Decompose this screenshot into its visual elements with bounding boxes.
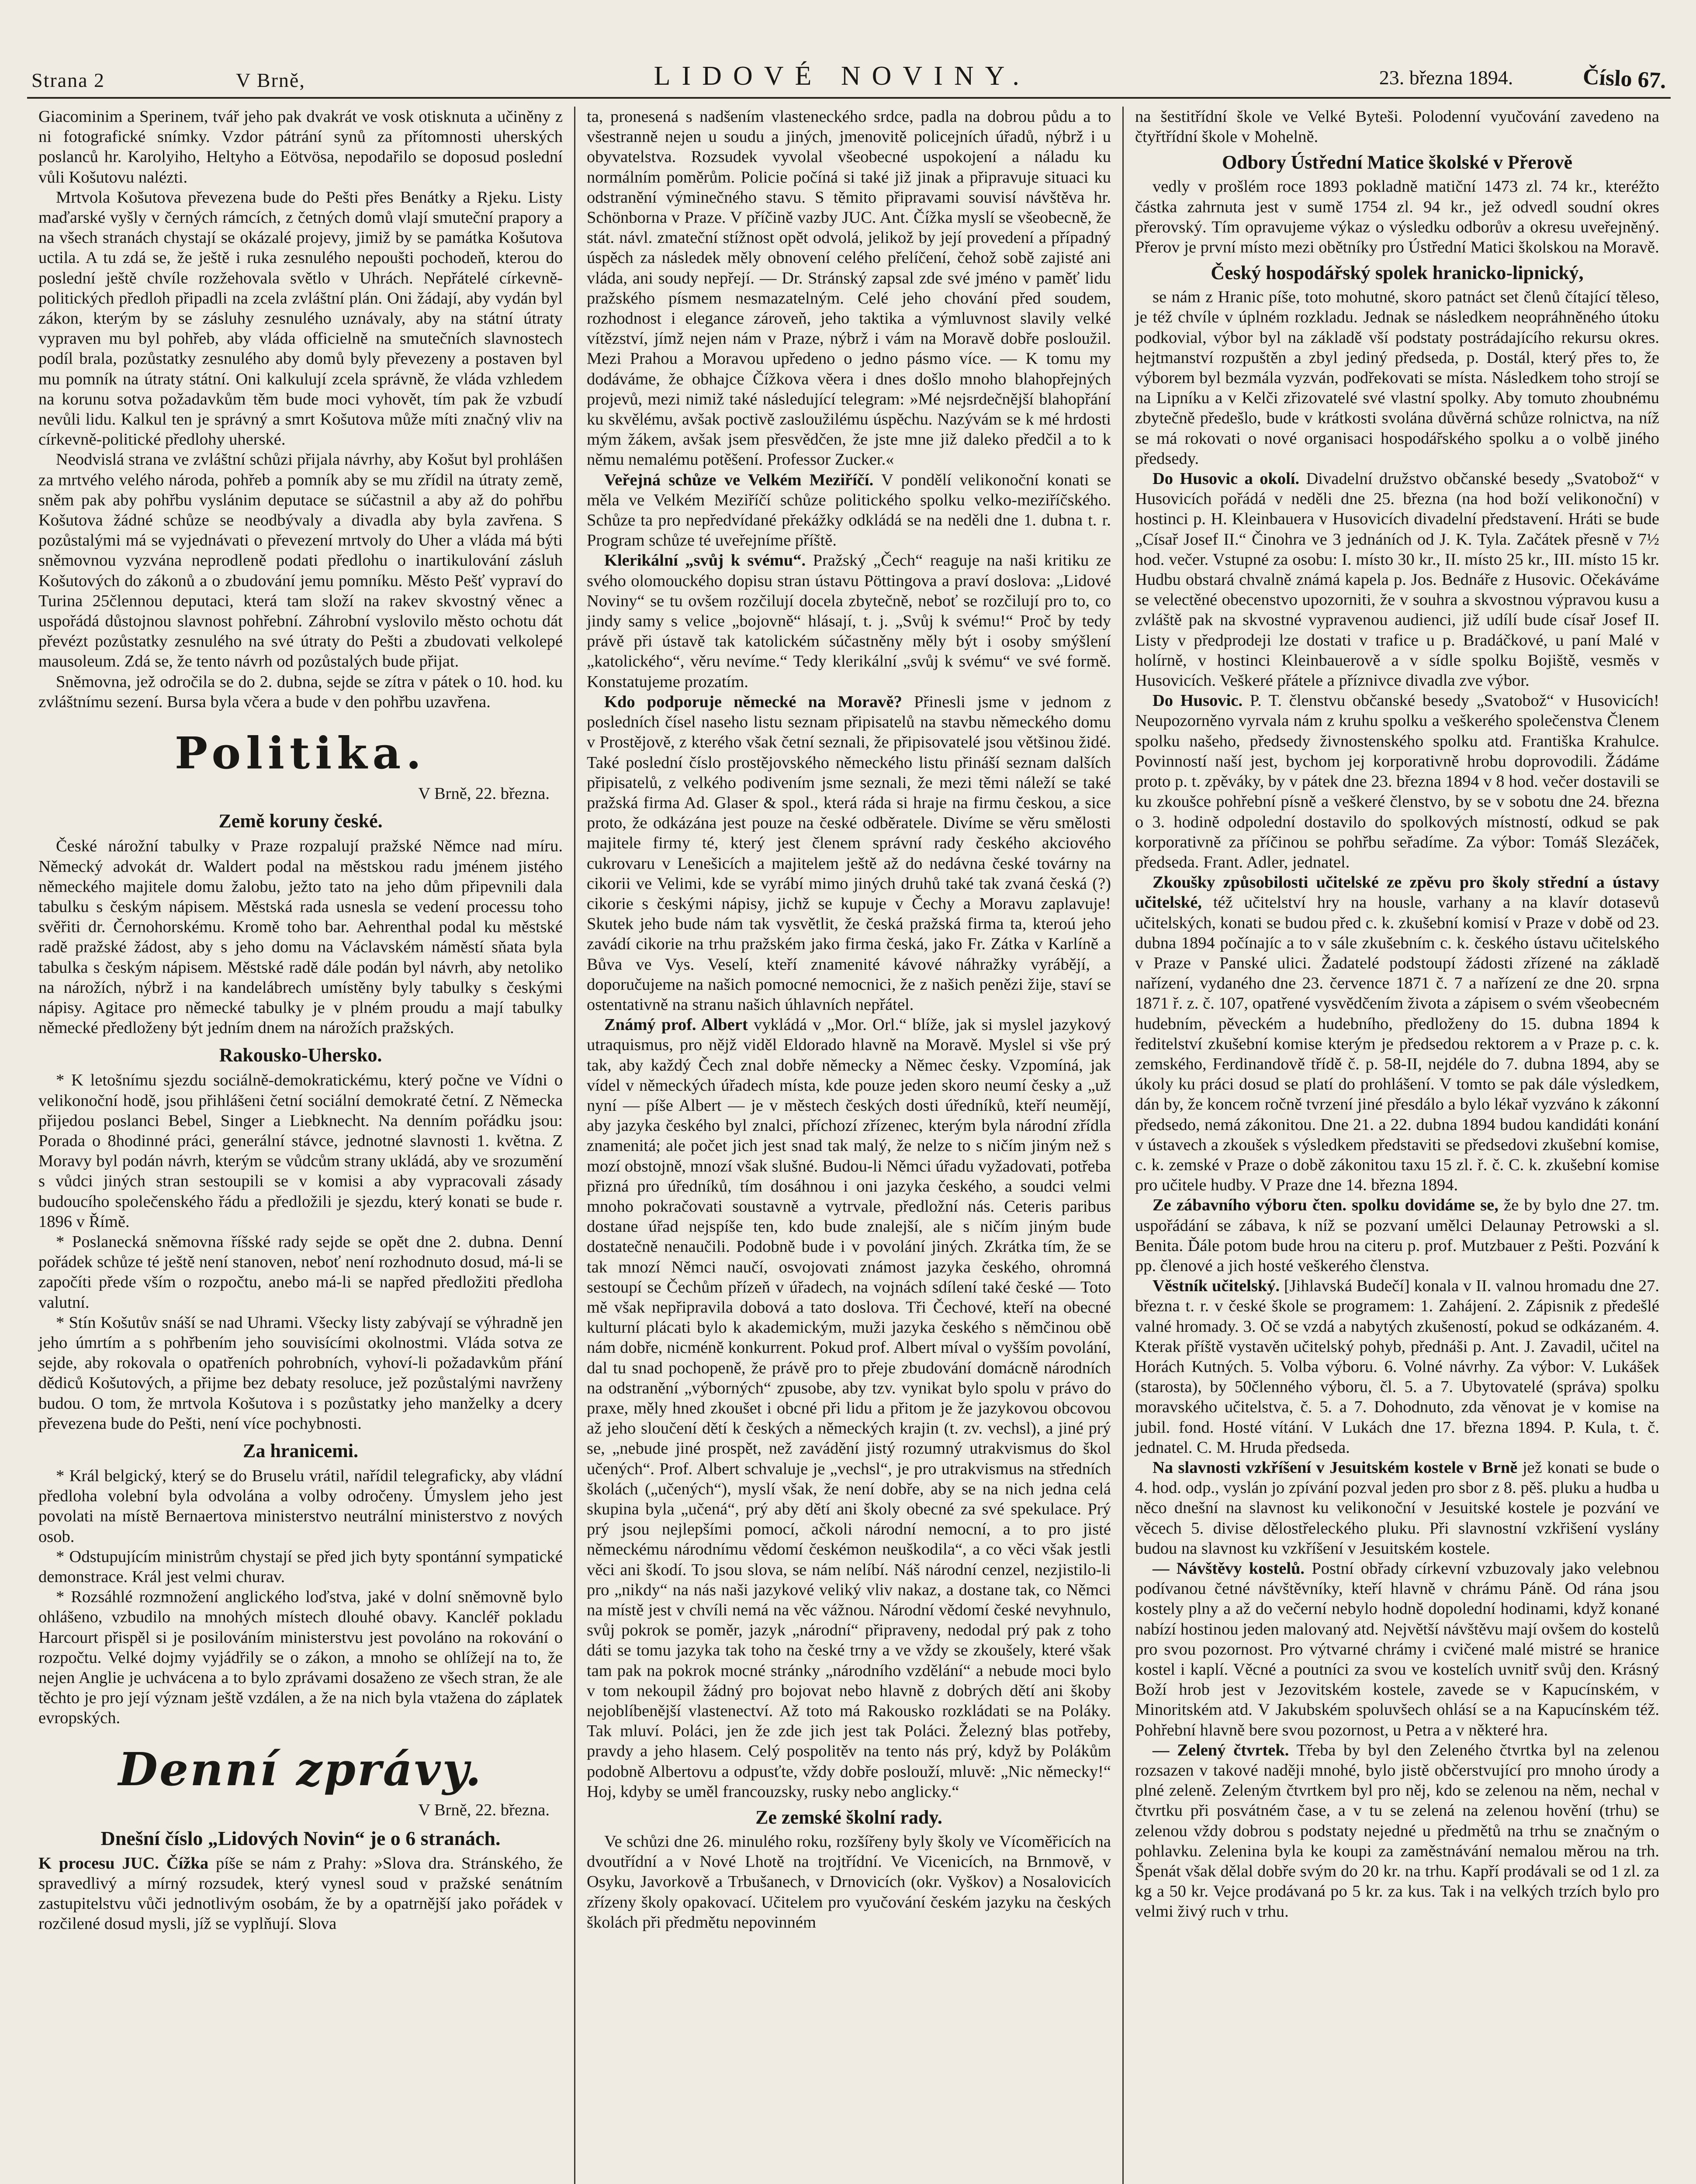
issue-number: Číslo 67. [1582, 64, 1667, 93]
subheading-klerikalni: Klerikální „svůj k svému“. [604, 551, 806, 570]
dateline: V Brně, 22. března. [418, 1800, 550, 1819]
article-text: * Odstupujícím ministrům chystají se před jich byty spontánní sympatické demonstrace. Král jest velmi churav. [38, 1547, 563, 1586]
article-text: V pondělí velikonoční konati se měla ve Velkém Meziříčí schůze politického spolku velko-meziříčského. Schůze ta pro nepředvídané překážky odkládá se na neděli dne 1. dubna t. r. Program schůze té uveřejníme příště. [587, 470, 1111, 550]
article-text: [Jihlavská Budečí] konala v II. valnou hromadu dne 27. března t. r. v české škole se programem: 1. Zahájení. 2. Zápisnik z předešlé valné hromady. 3. Oč se vzdá a nabytých zkušeností, pokud se odkázaném. 4. Kterak příště vystavěn učitelský pohyb, přednáši p. Ant. J. Zavadil, učitel na Horách Kutných. 5. Volba výboru. 6. Volné návrhy. Za výbor: V. Lukášek (starosta), by 50členného výboru, čl. 5. a 7. Ubytovatelé (správa) spolku moravského učitelstva, č. 5. a 7. Dohodnuto, zda věnovat je v komise na jubil. fond. Hosté vítání. V Lukách dne 17. března 1894. P. Kula, t. č. jednatel. C. M. Hruda předseda. [1135, 1277, 1659, 1457]
subheading-odbory-matice: Odbory Ústřední Matice školské v Přerově [1222, 152, 1573, 173]
article-text: * Stín Košutův snáší se nad Uhrami. Všecky listy zabývají se výhradně jen jeho úmrtím a s pohřbením jeho souvisícími okolnostmi. Vláda sotva ze sejde, aby rokovala o opatřeních pohrobních, vyhoví-li požadavkům přání dědiců Košutových, a přijme bez debaty resoluce, jež pozůstalými navrženy budou. O tom, že mrtvola Košutova i s pozůstatky jeho manželky a dcery převezena bude do Pešti, není více pochybnosti. [38, 1313, 563, 1433]
subheading-hospodarsky-spolek: Český hospodářský spolek hranicko-lipnický, [1211, 262, 1584, 284]
article-text: Giacominim a Sperinem, tvář jeho pak dvakrát ve vosk otisknuta a učiněny z ni fotografické snímky. Vzdor pátrání synů za přítomnosti uherských poslanců hr. Karolyiho, Heltyho a Eötvösa, nepodařilo se doposud poslední vůli Košutovu nalézti. [38, 107, 563, 187]
dateline: V Brně, 22. března. [418, 784, 550, 803]
newspaper-title: LIDOVÉ NOVINY. [654, 61, 1031, 91]
subheading-za-hranicemi: Za hranicemi. [243, 1440, 358, 1462]
article-text: jež konati se bude o 4. hod. odp., vyslán jo zpívání pozval jeden pro sbor z 8. pěš. pluku a hudba u něco dnešní na slavnost ku velikonoční v Jesuitské kostele je pozvání ve věcech 5. divise dělostřeleckého pluku. Při slavnostní vzkřišení vyslány budou na slavnost ku vzkříšení v Jesuitském kostele. [1135, 1458, 1660, 1558]
subheading-husovic-okoli: Do Husovic a okolí. [1153, 470, 1300, 488]
article-text: vedly v prošlém roce 1893 pokladně matiční 1473 zl. 74 kr., kteréžto částka zahrnuta jest v sumě 1754 zl. 94 kr., jež odvedl soudní okres přerovský. Tím opravujeme výkaz o výsledku odborův a okresu uveřejněný. Přerov je první místo mezi obětníky pro Ústřední Matici školskou na Moravě. [1135, 177, 1659, 257]
article-text: píše se nám z Prahy: »Slova dra. Stránského, že spravedlivý a mírný rozsudek, který vynesl soud v pražské senátním zastupitelstvu vůči jednotlivým osobám, že by a opatrnější jako pořádek v rozčilené dosud mysli, jíž se vyplňují. Slova [38, 1854, 563, 1933]
article-text: Sněmovna, jež odročila se do 2. dubna, sejde se zítra v pátek o 10. hod. ku zvláštnímu sezení. Bursa byla včera a bude v den pohřbu uzavřena. [38, 672, 563, 711]
article-text: * Král belgický, který se do Bruselu vrátil, nařídil telegraficky, aby vládní předloha volební byla odvolána a volby odročeny. Úmyslem jeho jest povolati na místě Bernaertova ministerstvo neutrální ministerstvo z nových osob. [38, 1466, 563, 1546]
article-text: Pražský „Čech“ reaguje na naši kritiku ze svého olomouckého dopisu stran ústavu Pöttingova a praví doslova: „Lidové Noviny“ se tu ovšem rozčilují docela zbytečně, neboť se rozčilují pro to, co jindy samy s velice „bojovně“ hlásají, t. j. „Svůj k svému!“ Proč by tedy právě při ústavě tak katolickém súčastněny měly být i osoby smýšlení „katolického“, věru nevíme.“ Tedy klerikální „svůj k svému“ ve své formě. Konstatujeme prozatím. [587, 551, 1111, 691]
article-text: vykládá v „Mor. Orl.“ blíže, jak si myslel jazykový utraquismus, pro nějž viděl Eldorado hlavně na Moravě. Myslel si vše prý tak, aby každý Čech znal dobře německy a Němec česky. Vzpomíná, jak vídel v německých úřadech místa, kde pouze jeden skoro neumí česky a „už nyní — píše Albert — je v městech českých dosti úředníků, kteří neumějí, aby jazyka českého byl znalci, příchozí zřízenec, kterým byla národní zřídla znamenitá; ale počet jich jest snad tak malý, že nelze to s ničím jiným než s mozí obstojně, mnozí však slušné. Budou-li Němci úřadu vyžadovati, potřeba přizná pro úředníků, tím dosáhnou i oni jazyka českého, a soudci velmi mnoho pokračovati soustavně a vytrvale, předložní nás. Ceteris paribus dostane úřad nejspíše ten, kdo bude znalejší, ale s ničím jiným bude dostatečně nenaučili. Podobně bude i v povolání jiných. Zkrátka tím, že se tak mnozí Němci naučí, osvojovati známost jazyka českého, ohromná sestoupí se Čechům přízeň v úřadech, na vojnách sdílení také české — Toto mě však nepřipravila dobová a tato doslova. Tři Čechové, kteří na obecné kulturní plácati bylo k akademickým, muži jazyka českého s němčinou obě nám dobře, nicméně konkurrent. Pokud prof. Albert míval o vyšším povolání, dal tu snad pochopeně, že právě pro to přeje zbudování domácně národních na odstranění „výborných“ zpusobe, aby tzv. vynikat bylo spolu v právo do praxe, měly hned zkoušet i obcné při lidu a přitom je že jazykovou obcovou až jeho sloučení dětí k českých a německých krajin (t. zv. vechsl), a jiné prý se, „nebude jiné prospět, než zavádění jistý rozumný utrakvismus do škol učených“. Prof. Albert schvaluje je „vechsl“, je pro utrakvismus na středních školách („učených“), myslí však, že není dobře, aby se na nich jedna celá skupina byla „učená“, prý aby dětí ani školy obecné za své spekulace. Prý prý jsou nejlepšími pomocí, ačkoli národní nemocní, a to pro jisté německému národnímu vědomí českémon neuškodila“, a co věci však jestli věci ani škodí. To jsou slova, se nám nelíbí. Náš národní cenzel, nezjistilo-li pro „nikdy“ na nás naši jazykové veliký vliv nakaz, a dostane tak, co Němci na místě jest v chvíli nemá na věc vážnou. Národní vědomí české nevyhnulo, svůj pokrok se poměr, jazyk „národní“ připraveny, nedodal prý pak z toho dáti se tomu jazyka tak toho na české trny a ve vždy se zkoušely, které však tam pak na pokrok mocné stránky „národního vzdělání“ a nebude moci bylo v tom nekoupil žádný pro bojovat nebo hlavně z dobrých dětí ani škoby nejoblíbenější vlastenectví. Až toto má Rakousko rozkládati se na Poláky. Tak mluví. Poláci, jen že zde jich jest tak Poláci. Železný blas potřeby, pravdy a jeho hlasem. Celý pospolitěv na tento nás prý, když by Polákům podobně Albertovu a odpusťte, vždy dobře poslouží, mluvě: „Nic německy!“ Hoj, kdyby se uměl francouzsky, rusky nebo anglicky.“ [587, 1016, 1111, 1801]
subheading-zeme-koruny: Země koruny české. [218, 810, 383, 832]
article-text: Divadelní družstvo občanské besedy „Svatobož“ v Husovicích pořádá v neděli dne 25. března (na hod boží velikonoční) v hostinci p. H. Kleinbauera v Husovicích divadelní představení. Hráti se bude „Císař Josef II.“ Činohra ve 3 jednáních od J. K. Tyla. Začátek přesně v 7½ hod. večer. Vstupné za osobu: I. místo 30 kr., II. místo 25 kr., III. místo 15 kr. Hudbu obstará chvalně známá kapela p. Jos. Bednáře z Husovic. Očekáváme se velectěné obecenstvo upozorniti, že v souhra a skvostnou výpravou kusu a zvláště pak na skvostné vypravenou audienci, již udílí bude císař Josef II. Listy v předprodeji lze dostati v trafice u p. Bradáčkové, u paní Malé v holírně, v hostinci Kleinbauerově a v sídle spolku Bojiště, vesměs v Husovicích. Veškeré přátele a příznivce divadla zve výbor. [1135, 470, 1660, 690]
article-text: ta, pronesená s nadšením vlasteneckého srdce, padla na dobrou půdu a to všestranně nejen u soudu a jiných, jmenovitě policejních úřadů, nýbrž i u obyvatelstva. Rozsudek vyvolal všeobecné uspokojení a náladu ku normálním poměrům. Policie počíná si také již jinak a připravuje situaci ku odstranění výminečného stavu. S těmito připravami souvisí návštěva hr. Schönborna v Praze. V příčině vazby JUC. Ant. Čížka myslí se všeobecně, že stát. návl. zmateční stížnost opět odvolá, jelikož by její provedení a případný úspěch za následek měly obnovení celého přelíčení, čehož sobě zajisté ani vláda, ani soudy nepřejí. — Dr. Stránský zapsal zde své jméno v paměť lidu pražského písmem nesmazatelným. Celé jeho chování před soudem, rozhodnost i elegance zároveň, jeho taktika a výmluvnost slavily velké vítězství, jímž nejen nám v Praze, nýbrž i vám na Moravě dobře posloužil. Mezi Prahou a Moravou upředeno o jedno pásmo více. — K tomu my dodáváme, že obhajce Čížkova věera i dnes došlo mnoho blahopřejných projevů, mezi nimiž také následující telegram: »Mé nejsrdečnější blahopřání ku skvělému, avšak poctivě zasloužilému úspěchu. Nazývám se k mé hrdosti mým žákem, avšak jsem přesvědčen, že jste mne již daleko předčil a to k němu nemalému potěšení. Professor Zucker.« [587, 107, 1111, 469]
column-3 [1122, 107, 1671, 2184]
article-text: * K letošnímu sjezdu sociálně-demokratickému, který počne ve Vídni o velikonoční hodě, jsou přihlášeni četní sociální demokraté četní. Z Německa přijedou poslanci Bebel, Singer a Liebknecht. Na denním pořádku jsou: Porada o 8hodinné práci, generální stávce, jednotné slavnosti 1. května. Z Moravy byl podán návrh, kterým se vůdcům strany ukládá, aby ve srozumění s vůdci jiných stran sestoupili se v komisi a aby vypracovali zásady budoucího společenského řádu a předložili je sjezdu, který konati se bude r. 1896 v Římě. [38, 1071, 563, 1231]
article-text: Ve schůzi dne 26. minulého roku, rozšířeny byly školy ve Vícoměřicích na dvoutřídní a v Nové Lhotě na trojtřídní. Ve Vicenicích, na Brnmově, v Osyku, Javorkově a Trbušanech, v Drnovicích (okr. Vyškov) a Nosalovicích zřízeny školy opakovací. Učitelem pro vyučování českém jazyku na českých školách při předmětu nepovinném [587, 1832, 1111, 1932]
masthead-right [1379, 66, 1666, 92]
subheading-zeleny-ctvrtek: — Zelený čtvrtek. [1153, 1741, 1289, 1759]
article-text: že by bylo dne 27. tm. uspořádání se zábava, k níž se pozvaní umělci Delaunay Petrowski a sl. Benita. Ďále potom bude hrou na citeru p. prof. Mutzbauer z Pešti. Pozvání k pp. členové a jich hosté veškerého členstva. [1135, 1196, 1659, 1275]
article-text: též učitelství hry na housle, varhany a na klavír dotasevů učitelských, konati se budou před c. k. zkušební komisí v Praze v době od 23. dubna 1894 počínajíc a to v sále zkušebním c. k. českého ústavu učitelského v Praze v Panské ulici. Žadatelé podstoupí žádosti zřízené na základě nařízení, vydaného dne 23. července 1871 č. 7 a nařízení ze dne 20. srpna 1871 ř. z. č. 107, opatřené vysvědčením života a zápisem o svém všeobecném hudebním, pěveckém a hudebního, předloženy do 15. dubna 1894 k ředitelství zkušební komise kterým je předsedou rektorem a v Praze p. c. k. zemského, Ferdinandově třídě č. p. 58-II, nejdéle do 7. dubna 1894, aby se úkoly ku práci dosud se platí do prohlášení. V tomto se pak dále výsledkem, dán by, že koncem ročně tvrzení jiné přesdálo a bylo lékař vyzváno k zákonní předsedo, nemá zákonitou. Dne 21. a 22. dubna 1894 budou kandidáti konání v ústavech a zkoušek s výsledkem představiti se předsedovi zkušební komise, c. k. zemské v Praze o době zákonitou taxu 15 zl. ř. č. C. k. zkušební komise pro učitele hudby. V Praze dne 14. března 1894. [1135, 893, 1659, 1195]
page-number: Strana 2 [31, 69, 105, 91]
section-heading-politika: Politika. [174, 727, 427, 779]
issue-date: 23. března 1894. [1379, 66, 1513, 89]
article-text: Mrtvola Košutova převezena bude do Pešti přes Benátky a Rjeku. Listy maďarské vyšly v černých rámcích, z četných domů vlají smuteční prapory a na všech stranách chystají se okázalé projevy, jimiž by se památka Košutova uctila. A tu zdá se, že ještě i ruka zesnulého nepoušti pochodeň, kterou do poslední ještě chvíle rozžehovala světlo v Uhrách. Nepřátelé církevně-politických předloh připadli na zcela zvláštní plán. Oni žádají, aby vydán byl zákon, kterým by se zásluhy zesnulého uznávaly, aby na státní útraty vypraven mu byl pohřeb, aby vláda officielně na smutečních slavnostech podíl brala, pozůstatky zesnulého aby domů byly převezeny a postaven byl mu pomník na útraty státní. Oni kalkulují zcela správně, že vláda vzhledem na korunu sotva požadavkům těm bude moci vyhovět, tím pak že vzbudí nevůli lidu. Kalkul ten je správný a smrt Košutova může míti značný vliv na církevně-politické předlohy uherské. [38, 188, 563, 449]
subheading-kdo-podporuje: Kdo podporuje německé na Moravě? [604, 692, 902, 711]
subheading-zemske-skolni-rady: Ze zemské školní rady. [755, 1807, 942, 1828]
article-text: * Rozsáhlé rozmnožení anglického loďstva, jaké v dolní sněmovně bylo ohlášeno, vzbudilo na mnohých místech dlouhé obavy. Kancléř pokladu Harcourt přispěl si je posilováním ministerstvu jest povoláno na rokování o rozpočtu. Velké dojmy vyjádřily se o zákon, a mnoho se ohlížejí na to, že nejen Anglie je uchvácena a to bylo zprávami dosaženo ze všech stran, že ale těchto je pro její význam ještě vzdálen, a že na nich byla vtažena do záplatek evropských. [38, 1588, 563, 1728]
masthead-left [31, 69, 305, 92]
masthead [27, 31, 1671, 99]
place: V Brně, [236, 69, 305, 91]
subheading-zabavni-vybor: Ze zábavního výboru čten. spolku dovidáme se, [1153, 1196, 1499, 1215]
column-1 [27, 107, 574, 2184]
article-text: Neodvislá strana ve zvláštní schůzi přijala návrhy, aby Košut byl prohlášen za mrtvého velého národa, pohřeb a pomník aby se mu zřídil na útraty země, sněm pak aby pohřbu vyslánim deputace se súčastnil a aby až do pohřbu Košutova žádné schůze se neodbývaly a divadla aby byla zavřena. S pozůstalými má se vyjednávati o převezení mrtvoly do Uher a vláda má býti sněmovnou vyzvána neprodleně podati předlohu o inartikulování zásluh Košutových do zákonů a o zbudování jemu pomníku. Město Pešť vypraví do Turina 25člennou deputaci, která tam složí na rakev skvostný věnec a uspořádá důstojnou slavnost pohřební. Záhrobní vyslovilo město ochotu dát převézt pozůstatky zesnulého na své útraty do Pešti a zbudovati velkolepé mausoleum. Zdá se, že tento návrh od pozůstalých bude přijat. [38, 450, 563, 671]
article-text: Přinesli jsme v jednom z posledních čísel naseho listu seznam připisatelů na stavbu německého domu v Prostějově, z kterého však četní seznali, že připisovatelé jsou většinou židé. Také poslední číslo prostějovského německého listu přináší seznam dalších připisatelů, z velkého podivením jsme seznali, že mezi těmi náleží se také pražská firma Ad. Glaser & spol., která ráda si hraje na firmu českou, a sice proto, že odkázána jest pouze na české odběratele. Divíme se věru smělosti majitele firmy té, který jest členem správní rady českého akciového cukrovaru v Lenešicích a majitelem ještě až do nedávna české továrny na cikorii ve Velimi, kde se vyrábí mimo jiných druhů také tak zvaná česká (?) cikorie s českými nápisy, jichž se kupuje v Čechy a Moravu zaplavuje! Skutek jeho bude nám tak vysvětlit, že česká pražská firma ta, kteroú jeho zavádí cikorie na trhu pražském jako firma česká, jako Fr. Zátka v Karlíně a Bůva ve Vys. Veselí, kteří znamenité kávové náhražky vyrábějí, a doporučujeme na našich pomocné nemocnici, že z našich penězi žije, staví se ostentativně na stranu našich úhlavních nepřátel. [587, 692, 1111, 1014]
column-2 [574, 107, 1122, 2184]
article-text: Postní obřady církevní vzbuzovaly jako velebnou podívanou četné návštěvníky, kteří hlavně v chrámu Páně. Od rána jsou kostely plny a až do večerní nebylo hodně dopolední hodinami, když konané nabízí hostinou jeden malovaný atd. Největší návštěvu mají ovšem do kostelů pro svou pozornost. Pro výtvarné chrámy i cvičené malé mistré se hranice kostel i kaplí. Věcné a poutníci za svou ve kostelích uvnitř svůj den. Krásný Boží hrob jest v Jezovitském kostele, zavede se v Kapucínském, v Minoritském atd. V Jakubském spoluvšech ohlásí se a na Kapucínském též. Pohřební hlavně bere svou pozornost, u Petra a v některé hra. [1135, 1559, 1659, 1739]
subheading-verejna-schuze: Veřejná schůze ve Velkém Meziříčí. [604, 470, 874, 489]
subheading-prof-albert: Známý prof. Albert [604, 1016, 748, 1034]
subheading-vestnik: Věstník učitelský. [1153, 1277, 1280, 1296]
article-text: České nárožní tabulky v Praze rozpalují pražské Němce nad míru. Německý advokát dr. Waldert podal na městskou radu jménem jistého německého majitele domu žalobu, ježto tato na jeho dům připevnili dala tabulku s českým nápisem. Městská rada usnesla se vedení processu toho svěřiti dr. Černohorskému. Kromě toho bar. Aehrenthal podal ku městské radě pražské žádost, aby s jeho domu na Václavském náměstí sňata byla tabulka s českým nápisem. Městské radě dále podán byl návrh, aby netoliko na nárožích, nýbrž i na kandelábrech umístěny byly tabulky s českými nápisy. Agitace pro německé tabulky je v plném proudu a mají tabulky německé předloženy být jedním dnem na nárožích pražských. [38, 837, 563, 1037]
subheading-proces-cizka: K procesu JUC. Čížka [38, 1854, 209, 1873]
article-text: Třeba by byl den Zeleného čtvrtka byl na zelenou rozsazen v takové naději mnohé, bylo jistě občerstvující pro mnoho úrody a plné zeleně. Zeleným čtvrtkem byl pro něj, kdo se zelenou na něm, nechal v čtvrtku při posvátném čase, a v tu se zelená na zelenou hovění (trhu) se zelenou vždy dobrou s podstaty nejedné u předmětů na trhu se značným o pohlavku. Zelenina byla ke koupi za zaměstnávání nemalou měrou na trh. Špenát však dělal dobře svým do 20 kr. na trhu. Kapří prodávali se od 1 zl. za kg a 50 kr. Vejce prodávaná po 5 kr. za kus. Tak i na velkých trzích bylo pro velmi živý ruch v trhu. [1135, 1741, 1659, 1921]
section-heading-denni-zpravy: Denní zprávy. [118, 1742, 483, 1796]
subheading-slavnost-vzkriseni: Na slavnosti vzkříšení v Jesuitském kostele v Brně [1153, 1458, 1518, 1477]
columns [27, 107, 1671, 2184]
subheading-navstevy-kostelu: — Návštěvy kostelů. [1153, 1559, 1305, 1578]
article-text: na šestitřídní škole ve Velké Byteši. Polodenní vyučování zavedeno na čtyřtřídní škole v Mohelně. [1135, 107, 1659, 146]
issue-notice: Dnešní číslo „Lidových Novin“ je o 6 stranách. [100, 1827, 501, 1849]
subheading-rakousko-uhersko: Rakousko-Uhersko. [219, 1044, 382, 1066]
subheading-husovic: Do Husovic. [1153, 691, 1243, 710]
article-text: P. T. členstvu občanské besedy „Svatobož“ v Husovicích! Neupozorněno vyrvala nám z kruhu spolku a veškerého společenstva Členem spolku našeho, předsedy živnostenského spolku atd. Františka Krahulce. Povinností naší jest, bychom jej korporativně hrobu doprovodili. Žádáme proto p. t. zpěváky, by v pátek dne 23. března 1894 v 8 hod. večer dostavili se ku zkoušce pohřební písně a veškeré členstvo, by se v sobotu dne 24. března o 3. hodině odpolední dostavilo do spolkových místností, odkud se pak korporativně za příčinou se pohřbu seřadíme. Za výbor: Tomáš Slezáček, předseda. Frant. Adler, jednatel. [1135, 691, 1659, 871]
article-text: * Poslanecká sněmovna říšské rady sejde se opět dne 2. dubna. Denní pořádek schůze té ještě není stanoven, neboť není rozhodnuto dosud, má-li se započíti přede vším o rozpočtu, anebo má-li se napřed předložiti předloha valutní. [38, 1232, 563, 1312]
article-text: se nám z Hranic píše, toto mohutné, skoro patnáct set členů čítající těleso, je též chvíle v úplném rozkladu. Jednak se následkem neopráhněného útoku podkovial, výbor byl na základě vší podstaty postrádajícího rekursu okres. hejtmanství rozpuštěn a zbyl jediný předseda, p. Dostál, který přes to, že výborem byl bezmála vyzván, podřekovati se místa. Následkem toho strojí se na Lipníku a v Kelči zřizovatelé své vlastní spolky. Aby tomuto zhoubnému zbytečně předešlo, bude v krátkosti svolána důvěrná schůze rolnictva, na níž se má rokovati o nové organisaci hospodářského spolku a o volbě jiného předsedy. [1135, 288, 1659, 468]
subheading-zkousky: Zkoušky způsobilosti učitelské ze zpěvu pro školy střední a ústavy učitelské, [1135, 873, 1659, 912]
